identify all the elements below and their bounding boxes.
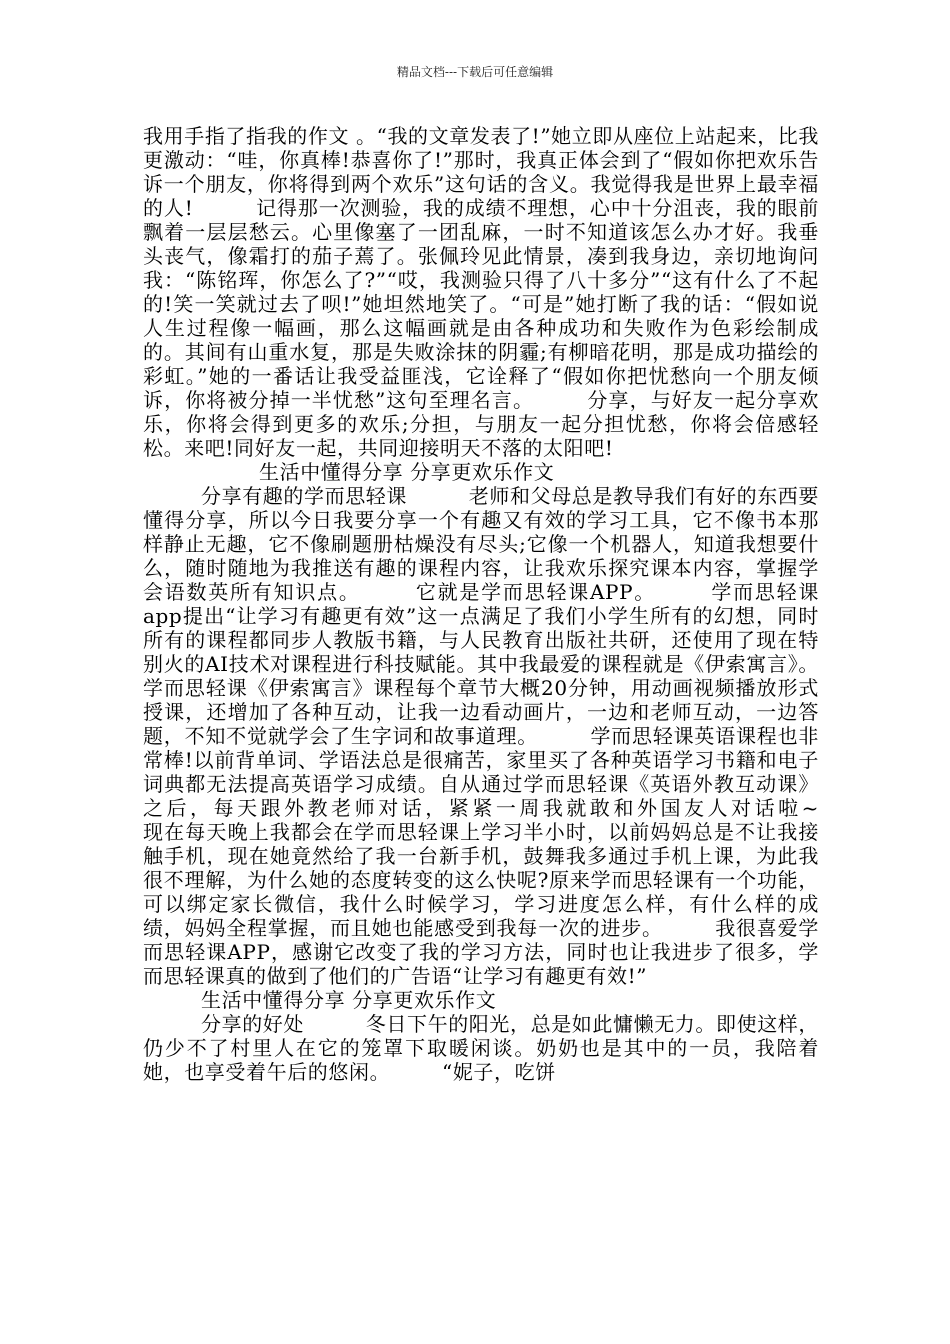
page-header: 精品文档---下载后可任意编辑 (396, 65, 554, 79)
document-body (143, 124, 881, 1084)
paragraph-2: 分享有趣的学而思轻课 老师和父母总是教导我们有好的东西要懂得分享，所以今日我要分享一个有趣又有效的学习工具，它不像书本那样静止无趣，它不像刷题册枯燥没有尽头;它像一个机器人，知道我想要什么，随时随地为我推送有趣的课程内容，让我欢乐探究课本内容，掌握学会语数英所有知识点。 它就是学而思轻课APP。 学而思轻课app提出“让学习有趣更有效”这一点满足了我们小学生所有的幻想，同时所有的课程都同步人教版书籍，与人民教育出版社共研，还使用了现在特别火的AI技术对课程进行科技赋能。其中我最爱的课程就是《伊索寓言》。学而思轻课《伊索寓言》课程每个章节大概20分钟，用动画视频播放形式授课，还增加了各种互动，让我一边看动画片，一边和老师互动，一边答题，不知不觉就学会了生字词和故事道理。 学而思轻课英语课程也非常棒!以前背单词、学语法总是很痛苦，家里买了各种英语学习书籍和电子词典都无法提高英语学习成绩。自从通过学而思轻课《英语外教互动课》之后，每天跟外教老师对话，紧紧一周我就敢和外国友人对话啦~ 现在每天晚上我都会在学而思轻课上学习半小时，以前妈妈总是不让我接触手机，现在她竟然给了我一台新手机，鼓舞我多通过手机上课，为此我很不理解，为什么她的态度转变的这么快呢?原来学而思轻课有一个功能，可以绑定家长微信，我什么时候学习，学习进度怎么样，有什么样的成绩，妈妈全程掌握，而且她也能感受到我每一次的进步。 我很喜爱学而思轻课APP，感谢它改变了我的学习方法，同时也让我进步了很多，学而思轻课真的做到了他们的广告语“让学习有趣更有效!” (143, 484, 881, 988)
essay-title-2: 生活中懂得分享 分享更欢乐作文 (201, 988, 497, 1012)
paragraph-3: 分享的好处 冬日下午的阳光，总是如此慵懒无力。即使这样，仍少不了村里人在它的笼罩下取暖闲谈。奶奶也是其中的一员，我陪着她，也享受着午后的悠闲。 “妮子，吃饼 (143, 1012, 819, 1084)
essay-title-1: 生活中懂得分享 分享更欢乐作文 (259, 460, 555, 484)
paragraph-1: 我用手指了指我的作文 。“我的文章发表了!”她立即从座位上站起来，比我更激动：“哇，你真棒!恭喜你了!”那时，我真正体会到了“假如你把欢乐告诉一个朋友，你将得到两个欢乐”这句话的含义。我觉得我是世界上最幸福的人! 记得那一次测验，我的成绩不理想，心中十分沮丧，我的眼前飘着一层层愁云。心里像塞了一团乱麻，一时不知道该怎么办才好。我垂头丧气，像霜打的茄子蔫了。张佩玲见此情景，凑到我身边，亲切地询问我：“陈铭珲，你怎么了?”“哎，我测验只得了八十多分”“这有什么了不起的!笑一笑就过去了呗!”她坦然地笑了。“可是”她打断了我的话：“假如说人生过程像一幅画，那么这幅画就是由各种成功和失败作为色彩绘制成的。其间有山重水复，那是失败涂抹的阴霾;有柳暗花明，那是成功描绘的彩虹。”她的一番话让我受益匪浅，它诠释了“假如你把忧愁向一个朋友倾诉，你将被分掉一半忧愁”这句至理名言。 分享，与好友一起分享欢乐，你将会得到更多的欢乐;分担，与朋友一起分担忧愁，你将会倍感轻松。来吧!同好友一起，共同迎接明天不落的太阳吧! (143, 124, 819, 460)
